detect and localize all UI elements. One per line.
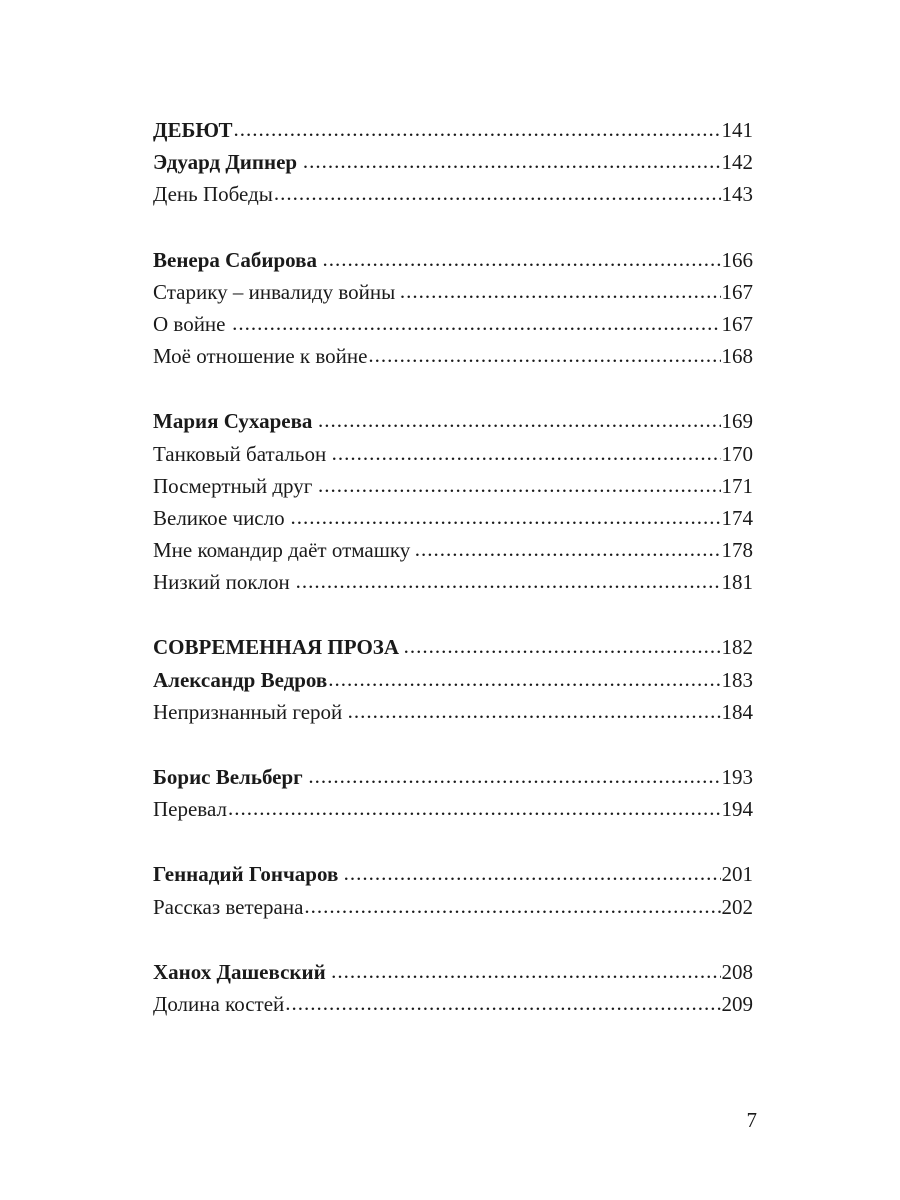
toc-entry-title: Рассказ ветерана [153, 894, 304, 919]
toc-group [153, 114, 753, 211]
toc-entry-title: Моё отношение к войне [153, 344, 368, 369]
toc-page-number: 184 [721, 699, 753, 724]
toc-entry-title: О войне [153, 311, 226, 336]
dot-leader [291, 501, 721, 533]
toc-entry-title: Перевал [153, 797, 227, 822]
toc-page-number: 142 [721, 150, 753, 175]
toc-heading-title: СОВРЕМЕННАЯ ПРОЗА [153, 635, 400, 660]
toc-heading-title: Мария Сухарева [153, 409, 313, 434]
toc-heading-title: Ханох Дашевский [153, 959, 326, 984]
dot-leader [344, 857, 721, 889]
dot-leader [233, 113, 720, 145]
dot-leader [404, 630, 721, 662]
toc-page-number: 141 [721, 118, 753, 142]
toc-entry-row [153, 470, 753, 502]
dot-leader [323, 243, 721, 275]
toc-group [153, 405, 753, 598]
toc-page-number: 166 [721, 247, 753, 272]
dot-leader [328, 663, 720, 695]
toc-entry-row [153, 696, 753, 728]
dot-leader [308, 760, 720, 792]
dot-leader [368, 339, 720, 371]
toc-heading-row [153, 146, 753, 178]
toc-heading-row [153, 631, 753, 663]
toc-entry-row [153, 438, 753, 470]
toc-heading-title: Геннадий Гончаров [153, 862, 339, 887]
toc-page-number: 170 [721, 441, 753, 466]
toc-heading-row [153, 761, 753, 793]
toc-entry-row [153, 793, 753, 825]
toc-heading-row [153, 405, 753, 437]
dot-leader [228, 792, 721, 824]
toc-page-number: 202 [721, 894, 753, 919]
toc-entry-row [153, 891, 753, 923]
dot-leader [400, 275, 721, 307]
toc-entry-title: Низкий поклон [153, 570, 290, 595]
toc-entry-row [153, 502, 753, 534]
toc-entry-title: Великое число [153, 505, 285, 530]
toc-page-number: 193 [721, 765, 753, 789]
dot-leader [304, 890, 720, 922]
toc-heading-row [153, 956, 753, 988]
toc-entry-title: Танковый батальон [153, 441, 327, 466]
toc-entry-title: Долина костей [153, 991, 285, 1016]
toc-page-number: 168 [721, 344, 753, 369]
toc-entry-row [153, 276, 753, 308]
dot-leader [318, 404, 720, 436]
toc-page-number: 143 [721, 182, 753, 207]
toc-entry-row [153, 308, 753, 340]
dot-leader [331, 955, 720, 987]
page-number: 7 [746, 1108, 757, 1132]
dot-leader [303, 145, 721, 177]
toc-group [153, 858, 753, 922]
dot-leader [232, 307, 720, 339]
toc-heading-title: ДЕБЮТ [153, 118, 233, 142]
toc-group [153, 761, 753, 825]
toc-entry-row [153, 178, 753, 210]
toc-entry-title: Непризнанный герой [153, 699, 343, 724]
toc-heading-title: Эдуард Дипнер [153, 150, 298, 175]
toc-page-number: 169 [721, 409, 753, 434]
toc-heading-row [153, 664, 753, 696]
toc-heading-row [153, 858, 753, 890]
toc-heading-title: Венера Сабирова [153, 247, 317, 272]
toc-page-number: 178 [721, 538, 753, 563]
toc-page-number: 183 [721, 667, 753, 692]
dot-leader [415, 533, 721, 565]
toc-entry-row [153, 534, 753, 566]
toc-heading-title: Александр Ведров [153, 667, 328, 692]
toc-page-number: 201 [721, 862, 753, 887]
toc-entry-title: День Победы [153, 182, 273, 207]
toc-page-number: 174 [721, 505, 753, 530]
toc-page-number: 194 [721, 797, 753, 822]
toc-group [153, 956, 753, 1020]
dot-leader [296, 565, 721, 597]
toc-page-number: 171 [721, 473, 753, 498]
toc-group [153, 631, 753, 728]
toc-heading-row [153, 244, 753, 276]
toc-entry-row [153, 340, 753, 372]
dot-leader [318, 469, 721, 501]
dot-leader [274, 177, 721, 209]
toc-page-number: 167 [721, 279, 753, 304]
table-of-contents [153, 114, 753, 1053]
toc-page-number: 209 [721, 991, 753, 1016]
toc-page-number: 182 [721, 635, 753, 660]
toc-heading-row [153, 114, 753, 146]
dot-leader [332, 437, 721, 469]
toc-entry-title: Старику – инвалиду войны [153, 279, 396, 304]
toc-heading-title: Борис Вельберг [153, 765, 303, 789]
dot-leader [285, 987, 720, 1019]
toc-group [153, 244, 753, 373]
dot-leader [348, 695, 721, 727]
toc-entry-row [153, 988, 753, 1020]
toc-page-number: 181 [721, 570, 753, 595]
toc-entry-title: Посмертный друг [153, 473, 313, 498]
toc-entry-title: Мне командир даёт отмашку [153, 538, 411, 563]
toc-page-number: 208 [721, 959, 753, 984]
toc-page-number: 167 [721, 311, 753, 336]
toc-entry-row [153, 566, 753, 598]
